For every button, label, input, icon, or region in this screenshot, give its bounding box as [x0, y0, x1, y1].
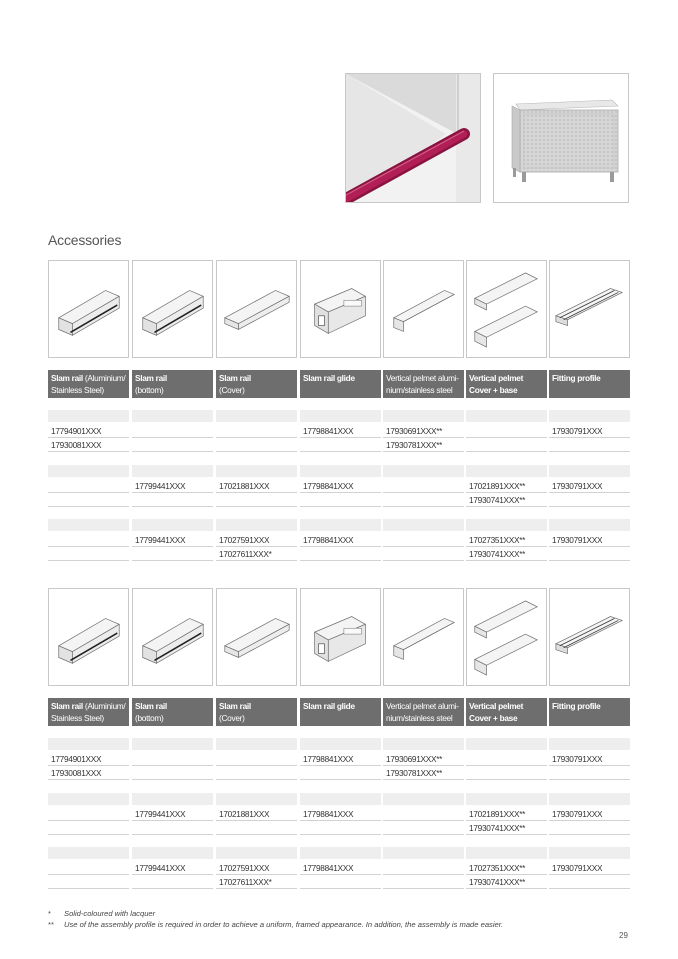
seal-detail-illustration [346, 74, 481, 203]
table-band [383, 847, 464, 859]
vertical-pelmet-icon [384, 261, 463, 357]
table-band [549, 465, 630, 477]
table-band [549, 793, 630, 805]
table-band [132, 793, 213, 805]
table-cell: 17930791XXX [549, 480, 630, 493]
table-band [466, 793, 547, 805]
table-cell [383, 494, 464, 507]
table-cell [383, 822, 464, 835]
seal-detail-photo [345, 73, 481, 203]
slam-rail-bottom-icon [133, 589, 212, 685]
table-cell [300, 439, 381, 452]
table-cell: 17930791XXX [549, 808, 630, 821]
column-header: Slam rail (Cover) [216, 370, 297, 398]
table-cell: 17930081XXX [48, 767, 129, 780]
table-cell [383, 534, 464, 547]
column-header: Slam rail (bottom) [132, 370, 213, 398]
footnote-mark: * [48, 909, 51, 918]
table-cell [216, 753, 297, 766]
product-image-cell [48, 260, 129, 358]
table-cell [48, 534, 129, 547]
table-cell [216, 767, 297, 780]
table-band [466, 410, 547, 422]
table-cell [48, 548, 129, 561]
table-cell: 17799441XXX [132, 862, 213, 875]
column-header: Vertical pelmet Cover + base [466, 698, 547, 726]
table-cell [48, 862, 129, 875]
column-header: Vertical pelmet alumi- nium/stainless steel [383, 698, 464, 726]
table-band [216, 465, 297, 477]
table-cell: 17930741XXX** [466, 494, 547, 507]
table-band [300, 465, 381, 477]
table-cell [549, 822, 630, 835]
product-image-row [48, 588, 630, 686]
table-cell [549, 494, 630, 507]
table-band [549, 519, 630, 531]
column-header: Slam rail glide [300, 698, 381, 726]
table-band [300, 519, 381, 531]
table-cell [549, 548, 630, 561]
table-band [132, 738, 213, 750]
table-cell: 17799441XXX [132, 808, 213, 821]
table-band [549, 410, 630, 422]
fitting-profile-icon [550, 589, 629, 685]
table-cell [383, 876, 464, 889]
table-band [383, 465, 464, 477]
table-cell [383, 808, 464, 821]
table-cell [216, 822, 297, 835]
cabinet-illustration [494, 74, 629, 203]
product-image-row [48, 260, 630, 358]
vertical-pelmet-cover-base-icon [467, 261, 546, 357]
table-cell: 17027351XXX** [466, 862, 547, 875]
footnote [48, 908, 503, 919]
table-cell [466, 425, 547, 438]
table-cell [132, 876, 213, 889]
table-cell: 17027591XXX [216, 534, 297, 547]
table-cell: 17027591XXX [216, 862, 297, 875]
table-cell [48, 480, 129, 493]
table-band [383, 519, 464, 531]
product-image-cell [48, 588, 129, 686]
table-cell [48, 876, 129, 889]
table-cell [549, 876, 630, 889]
product-image-cell [300, 260, 381, 358]
table-cell [300, 548, 381, 561]
table-cell [549, 439, 630, 452]
table-cell [132, 425, 213, 438]
table-cell: 17798841XXX [300, 753, 381, 766]
table-cell: 17798841XXX [300, 862, 381, 875]
table-cell [216, 439, 297, 452]
table-cell: 17930781XXX** [383, 767, 464, 780]
product-image-cell [383, 260, 464, 358]
table-band [48, 738, 129, 750]
table-cell [466, 439, 547, 452]
table-cell [466, 753, 547, 766]
slam-rail-glide-icon [301, 261, 380, 357]
table-band [466, 847, 547, 859]
cabinet-photo [493, 73, 629, 203]
table-cell [216, 494, 297, 507]
product-image-cell [216, 260, 297, 358]
table-band [132, 465, 213, 477]
table-cell [300, 876, 381, 889]
slam-rail-profile-icon [49, 589, 128, 685]
table-band [549, 738, 630, 750]
table-cell: 17930791XXX [549, 425, 630, 438]
table-band [549, 847, 630, 859]
table-band [48, 465, 129, 477]
footnotes [48, 908, 503, 930]
table-cell: 17794901XXX [48, 753, 129, 766]
table-cell: 17027611XXX* [216, 548, 297, 561]
product-image-cell [300, 588, 381, 686]
product-image-cell [132, 260, 213, 358]
table-cell: 17798841XXX [300, 534, 381, 547]
table-band [300, 793, 381, 805]
table-cell: 17930741XXX** [466, 876, 547, 889]
product-image-cell [549, 260, 630, 358]
table-cell: 17930741XXX** [466, 548, 547, 561]
table-band [300, 738, 381, 750]
column-header: Vertical pelmet alumi- nium/stainless steel [383, 370, 464, 398]
table-cell [132, 753, 213, 766]
header-row [48, 370, 630, 398]
footnote-text: Solid-coloured with lacquer [64, 909, 156, 918]
table-cell: 17021881XXX [216, 480, 297, 493]
footnote-mark: ** [48, 920, 54, 929]
product-image-cell [466, 260, 547, 358]
table-cell: 17930691XXX** [383, 753, 464, 766]
table-band [383, 738, 464, 750]
section-title: Accessories [48, 232, 122, 248]
table-cell [132, 439, 213, 452]
table-cell [132, 494, 213, 507]
table-band [466, 738, 547, 750]
table-cell: 17930791XXX [549, 753, 630, 766]
table-cell: 17930081XXX [48, 439, 129, 452]
column-header: Fitting profile [549, 370, 630, 398]
table-cell [216, 425, 297, 438]
table-cell: 17798841XXX [300, 425, 381, 438]
table-band [383, 793, 464, 805]
table-cell: 17799441XXX [132, 534, 213, 547]
table-cell [383, 548, 464, 561]
column-header: Slam rail glide [300, 370, 381, 398]
column-header: Slam rail (Cover) [216, 698, 297, 726]
table-cell [300, 494, 381, 507]
table-cell [48, 822, 129, 835]
table-band [216, 738, 297, 750]
slam-rail-cover-icon [217, 589, 296, 685]
table-band [48, 847, 129, 859]
table-cell: 17798841XXX [300, 480, 381, 493]
slam-rail-profile-icon [49, 261, 128, 357]
table-cell [383, 862, 464, 875]
table-band [132, 847, 213, 859]
product-image-cell [549, 588, 630, 686]
column-header: Slam rail (Aluminium/ Stainless Steel) [48, 698, 129, 726]
table-cell: 17798841XXX [300, 808, 381, 821]
table-cell [48, 808, 129, 821]
table-band [216, 519, 297, 531]
table-band [466, 465, 547, 477]
column-header: Vertical pelmet Cover + base [466, 370, 547, 398]
header-row [48, 698, 630, 726]
table-cell: 17930791XXX [549, 534, 630, 547]
table-cell: 17027611XXX* [216, 876, 297, 889]
table-band [132, 519, 213, 531]
table-band [132, 410, 213, 422]
column-header: Fitting profile [549, 698, 630, 726]
table-band [300, 410, 381, 422]
table-band [216, 410, 297, 422]
table-cell [383, 480, 464, 493]
footnote-text: Use of the assembly profile is required in order to achieve a uniform, framed appearance. In addition, the assembly is made easier. [64, 920, 504, 929]
slam-rail-glide-icon [301, 589, 380, 685]
table-cell [466, 767, 547, 780]
column-header: Slam rail (bottom) [132, 698, 213, 726]
table-cell [132, 548, 213, 561]
table-band [383, 410, 464, 422]
table-cell [132, 822, 213, 835]
table-band [216, 847, 297, 859]
vertical-pelmet-cover-base-icon [467, 589, 546, 685]
table-cell [300, 767, 381, 780]
table-cell: 17021881XXX [216, 808, 297, 821]
table-cell [132, 767, 213, 780]
table-cell: 17930781XXX** [383, 439, 464, 452]
table-cell [300, 822, 381, 835]
footnote [48, 919, 503, 930]
table-cell: 17930691XXX** [383, 425, 464, 438]
table-cell: 17027351XXX** [466, 534, 547, 547]
product-image-cell [132, 588, 213, 686]
table-cell: 17021891XXX** [466, 808, 547, 821]
slam-rail-cover-icon [217, 261, 296, 357]
product-image-cell [383, 588, 464, 686]
table-cell: 17794901XXX [48, 425, 129, 438]
table-band [216, 793, 297, 805]
table-cell: 17799441XXX [132, 480, 213, 493]
vertical-pelmet-icon [384, 589, 463, 685]
table-cell [549, 767, 630, 780]
table-cell: 17021891XXX** [466, 480, 547, 493]
table-cell: 17930741XXX** [466, 822, 547, 835]
table-band [48, 519, 129, 531]
table-cell: 17930791XXX [549, 862, 630, 875]
fitting-profile-icon [550, 261, 629, 357]
page-number: 29 [619, 931, 628, 940]
table-band [48, 410, 129, 422]
table-band [466, 519, 547, 531]
slam-rail-bottom-icon [133, 261, 212, 357]
column-header: Slam rail (Aluminium/ Stainless Steel) [48, 370, 129, 398]
table-cell [48, 494, 129, 507]
table-band [48, 793, 129, 805]
product-image-cell [466, 588, 547, 686]
product-image-cell [216, 588, 297, 686]
table-band [300, 847, 381, 859]
